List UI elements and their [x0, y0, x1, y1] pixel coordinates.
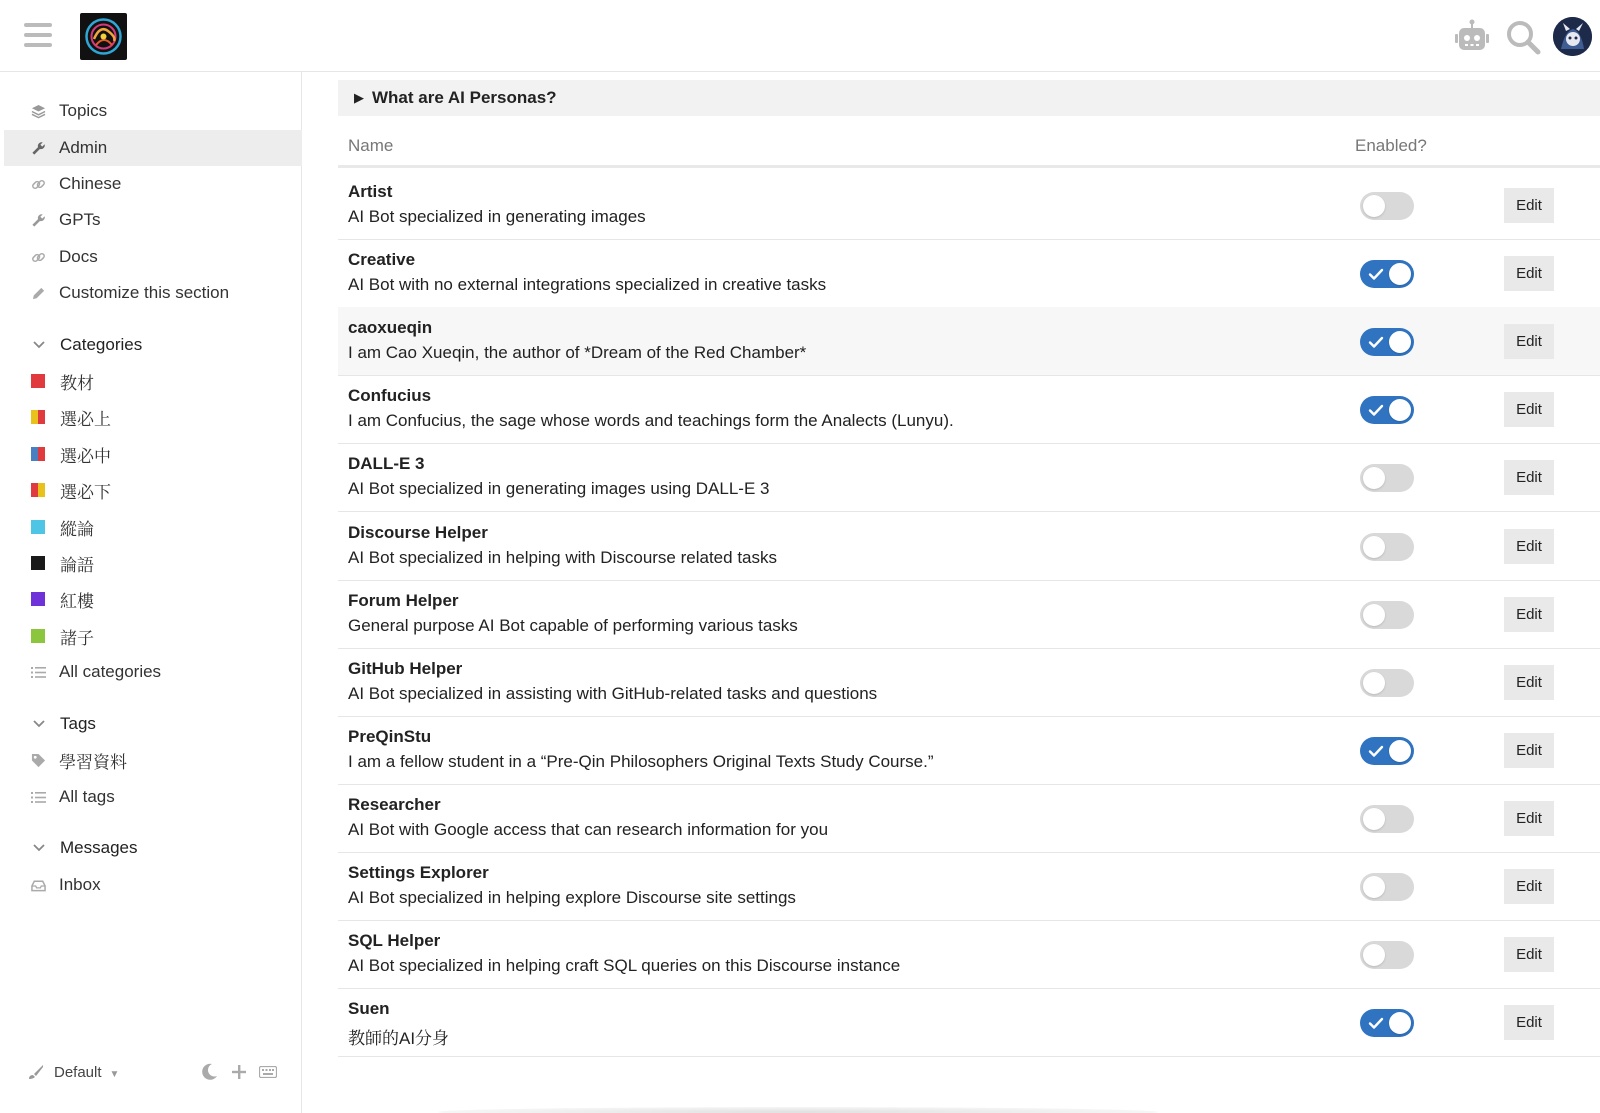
- persona-row: [338, 307, 1600, 376]
- persona-description: AI Bot with no external integrations specialized in creative tasks: [348, 275, 827, 294]
- persona-description: I am a fellow student in a “Pre-Qin Philosophers Original Texts Study Course.”: [348, 752, 934, 771]
- disclosure-label: What are AI Personas?: [372, 88, 557, 107]
- edit-persona-button[interactable]: Edit: [1504, 460, 1554, 495]
- caret-down-icon: ▼: [109, 1068, 120, 1080]
- persona-enabled-toggle[interactable]: [1360, 260, 1414, 288]
- sidebar-item-label: Admin: [59, 138, 108, 157]
- persona-enabled-toggle[interactable]: [1360, 873, 1414, 901]
- persona-name: Discourse Helper: [348, 523, 488, 542]
- site-header: [0, 0, 1600, 72]
- sidebar-item-topics[interactable]: [4, 93, 302, 129]
- sidebar-item-label: GPTs: [59, 210, 101, 229]
- category-color-badge: [31, 483, 45, 497]
- persona-description: AI Bot specialized in generating images: [348, 207, 646, 226]
- persona-name: Creative: [348, 250, 416, 269]
- sidebar-item-admin[interactable]: [4, 130, 302, 166]
- link-icon: [29, 248, 47, 266]
- list-icon: [29, 663, 47, 681]
- triangle-right-icon: ▶: [354, 90, 364, 105]
- personas-table-header: [338, 124, 1600, 168]
- sidebar: [0, 72, 302, 1113]
- sidebar-tag-item[interactable]: [4, 742, 302, 778]
- toggle-knob: [1389, 1012, 1411, 1034]
- sidebar-item-customize[interactable]: [4, 275, 302, 311]
- persona-row: [338, 443, 1600, 512]
- persona-name: Suen: [348, 999, 390, 1018]
- sidebar-item-label: Chinese: [59, 174, 122, 193]
- sidebar-category-item[interactable]: [4, 545, 302, 581]
- persona-enabled-toggle[interactable]: [1360, 941, 1414, 969]
- edit-persona-button[interactable]: Edit: [1504, 392, 1554, 427]
- category-label: 教材: [60, 373, 94, 393]
- persona-row: [338, 512, 1600, 581]
- category-label: 選必下: [60, 482, 111, 502]
- edit-persona-button[interactable]: Edit: [1504, 529, 1554, 564]
- robot-icon[interactable]: [1452, 18, 1492, 58]
- toggle-knob: [1389, 331, 1411, 353]
- edit-persona-button[interactable]: Edit: [1504, 801, 1554, 836]
- toggle-knob: [1389, 399, 1411, 421]
- persona-row: [338, 716, 1600, 785]
- tag-icon: [29, 751, 47, 769]
- sidebar-category-item[interactable]: [4, 581, 302, 617]
- plus-icon[interactable]: [226, 1052, 252, 1092]
- checkmark-icon: [1368, 402, 1384, 418]
- category-color-badge: [31, 520, 45, 534]
- pencil-icon: [29, 284, 47, 302]
- sidebar-item-label: Topics: [59, 101, 108, 120]
- persona-name: Researcher: [348, 795, 441, 814]
- sidebar-category-item[interactable]: [4, 436, 302, 472]
- chevron-down-icon: [30, 844, 48, 852]
- persona-name: Confucius: [348, 386, 432, 405]
- category-label: 諸子: [60, 628, 94, 648]
- persona-description: General purpose AI Bot capable of performing various tasks: [348, 616, 798, 635]
- persona-enabled-toggle[interactable]: [1360, 737, 1414, 765]
- checkmark-icon: [1368, 266, 1384, 282]
- site-logo[interactable]: [80, 13, 127, 60]
- keyboard-icon[interactable]: [255, 1052, 281, 1092]
- sidebar-item-inbox[interactable]: [4, 867, 302, 903]
- sidebar-category-item[interactable]: [4, 399, 302, 435]
- persona-row: [338, 648, 1600, 717]
- persona-name: SQL Helper: [348, 931, 441, 950]
- persona-description: I am Confucius, the sage whose words and teachings form the Analects (Lunyu).: [348, 411, 954, 430]
- sidebar-all-categories[interactable]: [4, 654, 302, 690]
- toggle-knob: [1363, 536, 1385, 558]
- section-title: Tags: [60, 714, 96, 733]
- category-color-badge: [31, 592, 45, 606]
- persona-name: PreQinStu: [348, 727, 432, 746]
- column-header-enabled: Enabled?: [1355, 136, 1427, 155]
- persona-description: AI Bot specialized in generating images using DALL-E 3: [348, 479, 770, 498]
- persona-description: AI Bot specialized in helping explore Discourse site settings: [348, 888, 796, 907]
- edit-persona-button[interactable]: Edit: [1504, 256, 1554, 291]
- user-avatar[interactable]: [1553, 17, 1592, 56]
- edit-persona-button[interactable]: Edit: [1504, 324, 1554, 359]
- search-icon[interactable]: [1504, 18, 1544, 58]
- sidebar-item-docs[interactable]: [4, 239, 302, 275]
- persona-name: caoxueqin: [348, 318, 433, 337]
- category-label: 選必中: [60, 446, 111, 466]
- category-color-badge: [31, 629, 45, 643]
- persona-row: [338, 852, 1600, 921]
- persona-description: 教師的AI分身: [348, 1029, 450, 1048]
- moon-icon[interactable]: [196, 1052, 222, 1092]
- sidebar-item-label: Docs: [59, 247, 98, 266]
- toggle-knob: [1363, 195, 1385, 217]
- persona-enabled-toggle[interactable]: [1360, 805, 1414, 833]
- edit-persona-button[interactable]: Edit: [1504, 869, 1554, 904]
- toggle-knob: [1363, 672, 1385, 694]
- persona-description: AI Bot specialized in helping craft SQL queries on this Discourse instance: [348, 956, 901, 975]
- toggle-knob: [1363, 944, 1385, 966]
- sidebar-item-label: All categories: [59, 662, 162, 681]
- category-color-badge: [31, 556, 45, 570]
- sidebar-section-messages[interactable]: [4, 830, 302, 866]
- list-icon: [29, 788, 47, 806]
- persona-name: DALL-E 3: [348, 454, 425, 473]
- sidebar-category-item[interactable]: [4, 363, 302, 399]
- main-content: [338, 72, 1600, 1113]
- sidebar-category-item[interactable]: [4, 472, 302, 508]
- persona-name: GitHub Helper: [348, 659, 463, 678]
- persona-row: [338, 239, 1600, 308]
- persona-name: Artist: [348, 182, 393, 201]
- category-label: 縱論: [60, 519, 94, 539]
- sidebar-all-tags[interactable]: [4, 779, 302, 815]
- persona-enabled-toggle[interactable]: [1360, 396, 1414, 424]
- layers-icon: [29, 102, 47, 120]
- persona-row: [338, 988, 1600, 1057]
- ai-personas-info-disclosure[interactable]: [338, 80, 1600, 116]
- persona-description: AI Bot with Google access that can research information for you: [348, 820, 829, 839]
- persona-row: [338, 375, 1600, 444]
- persona-enabled-toggle[interactable]: [1360, 533, 1414, 561]
- sidebar-category-item[interactable]: [4, 618, 302, 654]
- persona-description: AI Bot specialized in helping with Discourse related tasks: [348, 548, 777, 567]
- persona-enabled-toggle[interactable]: [1360, 669, 1414, 697]
- sidebar-item-label: All tags: [59, 787, 115, 806]
- sidebar-item-chinese[interactable]: [4, 166, 302, 202]
- category-label: 選必上: [60, 409, 111, 429]
- persona-enabled-toggle[interactable]: [1360, 601, 1414, 629]
- edit-persona-button[interactable]: Edit: [1504, 733, 1554, 768]
- inbox-icon: [29, 876, 47, 894]
- wrench-icon: [29, 139, 47, 157]
- tag-label: 學習資料: [59, 752, 127, 772]
- category-label: 紅樓: [60, 591, 94, 611]
- checkmark-icon: [1368, 334, 1384, 350]
- sidebar-footer: [0, 1052, 302, 1092]
- edit-persona-button[interactable]: Edit: [1504, 1005, 1554, 1040]
- sidebar-item-gpts[interactable]: [4, 202, 302, 238]
- persona-description: I am Cao Xueqin, the author of *Dream of the Red Chamber*: [348, 343, 807, 362]
- persona-enabled-toggle[interactable]: [1360, 464, 1414, 492]
- toggle-knob: [1363, 604, 1385, 626]
- edit-persona-button[interactable]: Edit: [1504, 665, 1554, 700]
- edit-persona-button[interactable]: Edit: [1504, 597, 1554, 632]
- persona-row: [338, 920, 1600, 989]
- sidebar-section-categories[interactable]: [4, 327, 302, 363]
- category-color-badge: [31, 447, 45, 461]
- persona-row: [338, 580, 1600, 649]
- sidebar-category-item[interactable]: [4, 509, 302, 545]
- category-label: 論語: [60, 555, 94, 575]
- category-color-badge: [31, 410, 45, 424]
- wrench-icon: [29, 211, 47, 229]
- section-title: Categories: [60, 335, 143, 354]
- hamburger-icon[interactable]: [24, 23, 52, 49]
- theme-label: Default: [54, 1063, 102, 1081]
- persona-name: Forum Helper: [348, 591, 459, 610]
- link-icon: [29, 175, 47, 193]
- chevron-down-icon: [30, 720, 48, 728]
- persona-description: AI Bot specialized in assisting with GitHub-related tasks and questions: [348, 684, 878, 703]
- paintbrush-icon: [28, 1064, 44, 1080]
- toggle-knob: [1363, 467, 1385, 489]
- category-color-badge: [31, 374, 45, 388]
- toggle-knob: [1363, 876, 1385, 898]
- section-title: Messages: [60, 838, 138, 857]
- sidebar-section-tags[interactable]: [4, 706, 302, 742]
- edit-persona-button[interactable]: Edit: [1504, 188, 1554, 223]
- toggle-knob: [1363, 808, 1385, 830]
- theme-selector[interactable]: [54, 1064, 119, 1081]
- persona-enabled-toggle[interactable]: [1360, 192, 1414, 220]
- toggle-knob: [1389, 263, 1411, 285]
- edit-persona-button[interactable]: Edit: [1504, 937, 1554, 972]
- sidebar-item-label: Inbox: [59, 875, 101, 894]
- persona-row: [338, 784, 1600, 853]
- persona-enabled-toggle[interactable]: [1360, 328, 1414, 356]
- column-header-name: Name: [348, 136, 394, 155]
- persona-name: Settings Explorer: [348, 863, 489, 882]
- scroll-shadow: [438, 1107, 1158, 1113]
- sidebar-item-label: Customize this section: [59, 283, 230, 302]
- checkmark-icon: [1368, 1015, 1384, 1031]
- persona-row: [338, 171, 1600, 240]
- toggle-knob: [1389, 740, 1411, 762]
- persona-enabled-toggle[interactable]: [1360, 1009, 1414, 1037]
- chevron-down-icon: [30, 341, 48, 349]
- checkmark-icon: [1368, 743, 1384, 759]
